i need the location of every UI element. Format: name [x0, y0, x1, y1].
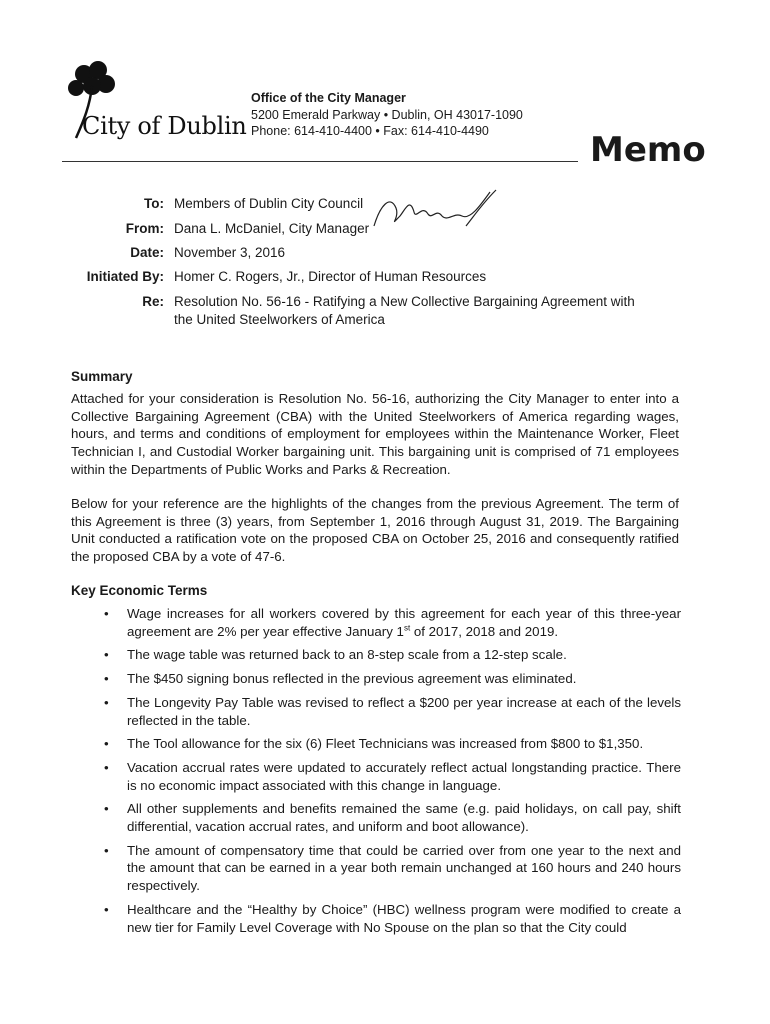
list-item: • All other supplements and benefits remained the same (e.g. paid holidays, on call pay, shift differential, vacation accrual rates, and uniform and boot allowance).: [104, 801, 681, 835]
list-item: • The Longevity Pay Table was revised to reflect a $200 per year increase at each of the levels reflected in the table.: [104, 694, 681, 728]
re-value-line2: the United Steelworkers of America: [174, 312, 385, 327]
list-item: • The $450 signing bonus reflected in the previous agreement was eliminated.: [104, 671, 577, 687]
date-value: November 3, 2016: [174, 245, 286, 260]
office-address: 5200 Emerald Parkway • Dublin, OH 43017-1090: [251, 107, 523, 122]
re-label: Re:: [142, 294, 164, 309]
bullet-icon: •: [104, 801, 109, 817]
bullet-icon: •: [104, 759, 109, 775]
office-info: [251, 90, 523, 140]
list-item: • The Tool allowance for the six (6) Fleet Technicians was increased from $800 to $1,350.: [104, 736, 644, 752]
summary-paragraph-1: Attached for your consideration is Resolution No. 56-16, authorizing the City Manager to enter into a Collective Bargaining Agreement (CBA) with the United Steelworkers of America regarding wages, hours, and terms and conditions of employment for employees within the Maintenance Worker, Fleet Technician I, and Custodial Worker bargaining unit. This bargaining unit is comprised of 71 employees within the Departments of Public Works and Parks & Recreation.: [71, 391, 679, 477]
header-rule: [62, 161, 578, 162]
re-value-line1: Resolution No. 56-16 - Ratifying a New Collective Bargaining Agreement with: [174, 294, 635, 309]
bullet-icon: •: [104, 647, 109, 663]
to-label: To:: [144, 196, 164, 211]
list-item: • Vacation accrual rates were updated to accurately reflect actual longstanding practice. There is no economic impact associated with this change in language.: [104, 759, 681, 793]
list-item: • The amount of compensatory time that could be carried over from one year to the next and the amount that can be earned in a year both remain unchanged at 160 hours and 240 hours respectively.: [104, 842, 681, 894]
key-terms-list: [71, 605, 681, 942]
date-label: Date:: [130, 245, 164, 260]
to-value: Members of Dublin City Council: [174, 196, 364, 211]
office-title: Office of the City Manager: [251, 91, 406, 105]
bullet-icon: •: [104, 606, 109, 621]
office-phone: Phone: 614-410-4400 • Fax: 614-410-4490: [251, 124, 489, 138]
initiated-by-value: Homer C. Rogers, Jr., Director of Human Resources: [174, 269, 487, 284]
logo-text: City of Dublin: [82, 112, 247, 140]
from-value: Dana L. McDaniel, City Manager: [174, 221, 370, 236]
bullet-icon: •: [104, 694, 109, 710]
key-terms-heading: Key Economic Terms: [71, 583, 208, 598]
signature: [370, 186, 500, 234]
bullet-icon: •: [104, 736, 109, 752]
summary-paragraph-2: Below for your reference are the highlights of the changes from the previous Agreement. The term of this Agreement is three (3) years, from September 1, 2016 through August 31, 2019. The Bargaining Unit conducted a ratification vote on the proposed CBA on October 25, 2016 and consequently ratified the proposed CBA by a vote of 47-6.: [71, 496, 679, 565]
city-logo: [62, 60, 247, 140]
bullet-icon: •: [104, 671, 109, 687]
memo-title: Memo: [590, 130, 706, 170]
initiated-by-label: Initiated By:: [86, 269, 164, 284]
bullet-icon: •: [104, 842, 109, 858]
from-label: From:: [125, 221, 164, 236]
bullet-icon: •: [104, 901, 109, 917]
list-item: • Healthcare and the “Healthy by Choice” (HBC) wellness program were modified to create a new tier for Family Level Coverage with No Spouse on the plan so that the City could: [104, 901, 681, 935]
list-item: • Wage increases for all workers covered by this agreement for each year of this three-year agreement are 2% per year effective January 1st of 2017, 2018 and 2019.: [104, 606, 681, 639]
summary-heading: Summary: [71, 369, 133, 384]
list-item: • The wage table was returned back to an 8-step scale from a 12-step scale.: [104, 647, 567, 663]
